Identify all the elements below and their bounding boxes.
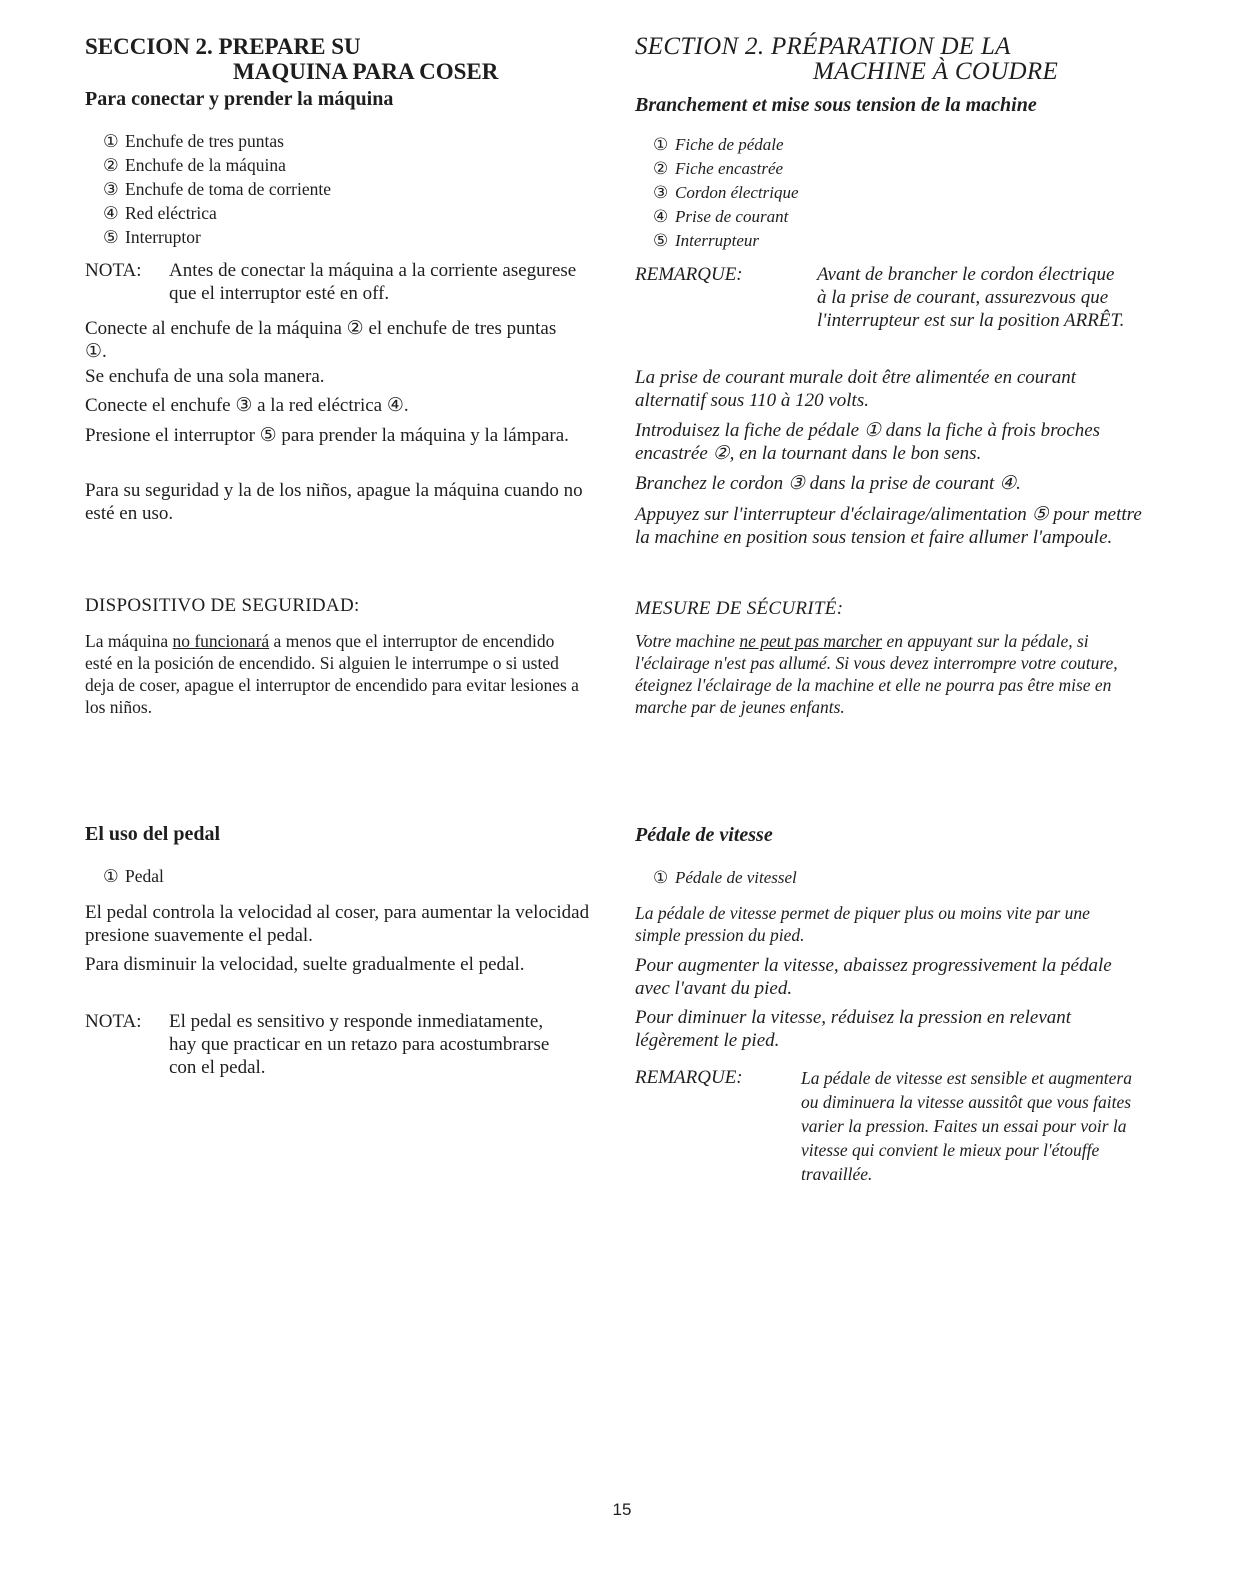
paragraph-fr-2: Introduisez la fiche de pédale ① dans la fiche à frois broches encastrée ②, en la tournant dans le bon sens.: [635, 420, 1101, 464]
connect-list-fr: [653, 133, 799, 253]
safety-text-fr: Votre machine ne peut pas marcher en appuyant sur la pédale, si l'éclairage n'est pas allumé. Si vous devez interrompre votre couture, éteignez l'éclairage de la machine et elle ne pourra pas être mise en marche par de jeunes enfants.: [635, 631, 1118, 717]
pedal-heading-es: El uso del pedal: [85, 823, 221, 845]
pedal-paragraph-fr-2: Pour augmenter la vitesse, abaissez progressivement la pédale avec l'avant du pied.: [635, 955, 1112, 999]
pedal-paragraph-es-1: El pedal controla la velocidad al coser, para aumentar la velocidad presione suavemente el pedal.: [85, 902, 590, 946]
paragraph-es-4: Presione el interruptor ⑤ para prender la máquina y la lámpara.: [85, 425, 569, 446]
section-title-fr-line2: MACHINE À COUDRE: [813, 58, 1059, 85]
safety-heading-es: DISPOSITIVO DE SEGURIDAD:: [85, 595, 360, 616]
list-item: ① Pedal: [103, 866, 164, 886]
note-label-es: NOTA:: [85, 260, 142, 281]
list-item: ① Fiche de pédale: [653, 135, 784, 154]
paragraph-es-1: Conecte al enchufe de la máquina ② el enchufe de tres puntas ①.: [85, 318, 557, 362]
list-item: ⑤ Interrupteur: [653, 231, 760, 250]
note-es: [85, 259, 585, 305]
pedal-note-text-fr: La pédale de vitesse est sensible et augmentera ou diminuera la vitesse aussitôt que vous faites varier la pression. Faites un essai pour voir la vitesse qui convient le mieux pour l'étouffe travaillée.: [801, 1068, 1132, 1184]
list-item: ⑤ Interruptor: [103, 227, 201, 247]
pedal-paragraph-fr-1: La pédale de vitesse permet de piquer plus ou moins vite par une simple pression du pied.: [635, 903, 1090, 945]
pedal-note-fr: [635, 1066, 1135, 1186]
safety-emphasis-fr: ne peut pas marcher: [739, 631, 883, 651]
note-fr: [635, 263, 1125, 332]
list-item: ④ Red eléctrica: [103, 203, 217, 223]
section-title-fr-line1: SECTION 2. PRÉPARATION DE LA: [635, 33, 1011, 60]
connect-list-es: [103, 129, 331, 249]
paragraph-es-5: Para su seguridad y la de los niños, apague la máquina cuando no esté en uso.: [85, 480, 583, 524]
pedal-note-es: [85, 1010, 565, 1079]
connect-heading-fr: Branchement et mise sous tension de la machine: [635, 94, 1037, 116]
pedal-note-label-fr: REMARQUE:: [635, 1067, 743, 1088]
list-item: ① Enchufe de tres puntas: [103, 131, 284, 151]
list-item: ③ Enchufe de toma de corriente: [103, 179, 332, 199]
section-title-es-line2: MAQUINA PARA COSER: [233, 59, 499, 84]
pedal-note-label-es: NOTA:: [85, 1011, 142, 1032]
pedal-paragraph-es-2: Para disminuir la velocidad, suelte gradualmente el pedal.: [85, 954, 525, 975]
safety-heading-fr: MESURE DE SÉCURITÉ:: [635, 598, 844, 619]
pedal-heading-fr: Pédale de vitesse: [635, 824, 773, 846]
list-item: ③ Cordon électrique: [653, 183, 799, 202]
page-number: 15: [612, 1500, 632, 1519]
paragraph-fr-4: Appuyez sur l'interrupteur d'éclairage/alimentation ⑤ pour mettre la machine en position sous tension et faire allumer l'ampoule.: [635, 504, 1142, 548]
list-item: ④ Prise de courant: [653, 207, 789, 226]
list-item: ① Pédale de vitessel: [653, 868, 797, 887]
list-item: ② Enchufe de la máquina: [103, 155, 286, 175]
paragraph-es-2: Se enchufa de una sola manera.: [85, 366, 325, 387]
safety-text-es: La máquina no funcionará a menos que el interruptor de encendido esté en la posición de encendido. Si alguien le interrumpe o si usted deja de coser, apague el interruptor de encendido para evitar lesiones a los niños.: [85, 631, 579, 717]
section-title-es-line1: SECCION 2. PREPARE SU: [85, 34, 361, 59]
paragraph-fr-1: La prise de courant murale doit être alimentée en courant alternatif sous 110 à 120 volts.: [635, 367, 1076, 411]
note-text-es: Antes de conectar la máquina a la corriente asegurese que el interruptor esté en off.: [169, 260, 577, 304]
safety-emphasis-es: no funcionará: [172, 631, 270, 651]
paragraph-es-3: Conecte el enchufe ③ a la red eléctrica ④.: [85, 395, 409, 416]
pedal-list-es: [103, 864, 164, 888]
pedal-paragraph-fr-3: Pour diminuer la vitesse, réduisez la pression en relevant légèrement le pied.: [635, 1007, 1072, 1051]
list-item: ② Fiche encastrée: [653, 159, 784, 178]
section-title-es: [85, 34, 605, 84]
pedal-note-text-es: El pedal es sensitivo y responde inmediatamente, hay que practicar en un retazo para acostumbrarse con el pedal.: [169, 1011, 550, 1078]
note-label-fr: REMARQUE:: [635, 264, 743, 285]
pedal-list-fr: [653, 866, 797, 890]
section-title-fr: [635, 34, 1155, 84]
connect-heading-es: Para conectar y prender la máquina: [85, 88, 394, 110]
paragraph-fr-3: Branchez le cordon ③ dans la prise de courant ④.: [635, 473, 1021, 494]
note-text-fr: Avant de brancher le cordon électrique à la prise de courant, assurezvous que l'interrupteur est sur la position ARRÊT.: [817, 264, 1125, 331]
